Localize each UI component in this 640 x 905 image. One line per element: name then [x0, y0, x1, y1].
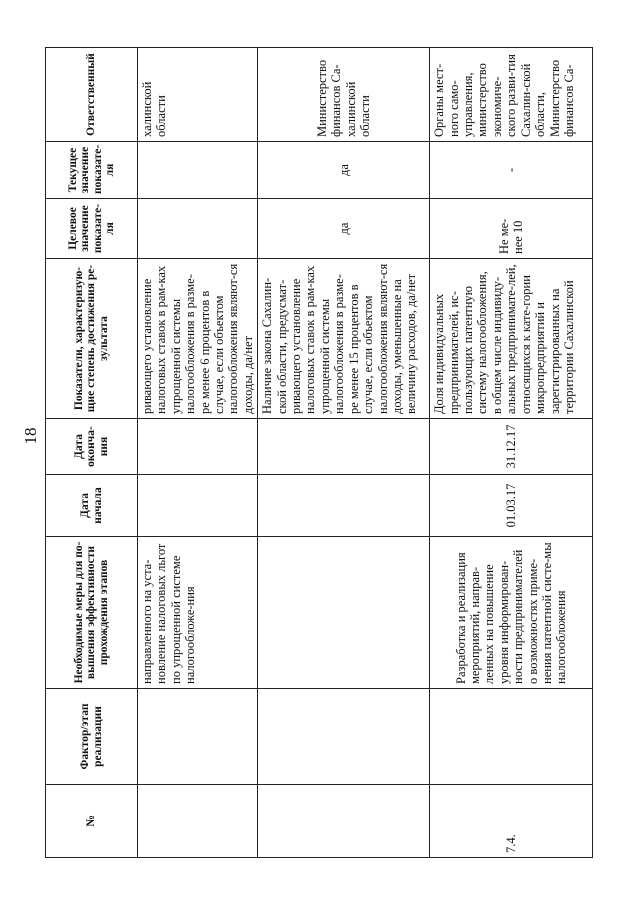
cell-factor: [138, 689, 258, 785]
cell-responsible: халинской области: [138, 48, 258, 142]
cell-responsible: Органы мест-ного само-управления, министерство экономиче-ского разви-тия Сахалин-ской области, Министерство финансов Са-: [430, 48, 593, 142]
cell-current-value: да: [258, 142, 430, 199]
header-responsible: Ответственный: [46, 48, 138, 142]
measures-table: [45, 47, 593, 858]
cell-factor: [430, 689, 593, 785]
cell-end-date: [138, 419, 258, 475]
header-indicators: Показатели, характеризую-щие степень достижения ре-зультата: [46, 259, 138, 419]
cell-current-value: -: [430, 142, 593, 199]
cell-measures: Разработка и реализация мероприятий, направ-ленных на повышение уровня информирован-ности предпринимателей о возможностях приме-нения патентной систе-мы налогообложения: [430, 537, 593, 689]
header-num: №: [46, 785, 138, 858]
cell-start-date: [258, 475, 430, 537]
cell-indicators: Наличие закона Сахалин-ской области, предусмат-ривающего установление налоговых ставок в рам-ках упрощенной системы налогообложения в разме-ре менее 15 процентов в случае, если объектом налогообложения являют-ся доходы, уменьшенные на величину расходов, да/нет: [258, 259, 430, 419]
header-row: [46, 48, 138, 858]
cell-num: [258, 785, 430, 858]
cell-start-date: [138, 475, 258, 537]
cell-indicators: Доля индивидуальных предпринимателей, ис-пользующих патентную систему налогообложения, в общем числе индивиду-альных предпринимате-лей, относящихся к кате-гории микропредприятий и зарегистрированных на территории Сахалинской: [430, 259, 593, 419]
header-start-date: Дата начала: [46, 475, 138, 537]
rotated-table-container: [45, 48, 585, 858]
cell-end-date: [258, 419, 430, 475]
cell-indicators: ривающего установление налоговых ставок в рам-ках упрощенной системы налогообложения в разме-ре менее 6 процентов в случае, если объектом налогообложения являют-ся доходы, да/нет: [138, 259, 258, 419]
page-number: 18: [21, 427, 40, 445]
cell-measures: направленного на уста-новление налоговых льгот по упрощенной системе налогообложе-ния: [138, 537, 258, 689]
cell-target-value: Не ме-нее 10: [430, 199, 593, 259]
cell-responsible: Министерство финансов Са-халинской области: [258, 48, 430, 142]
cell-end-date: 31.12.17: [430, 419, 593, 475]
header-target-value: Целевое значение показате-ля: [46, 199, 138, 259]
cell-num: [138, 785, 258, 858]
table-row: [258, 48, 430, 858]
header-factor: Фактор/этап реализации: [46, 689, 138, 785]
table-row: [138, 48, 258, 858]
cell-num: 7.4.: [430, 785, 593, 858]
header-measures: Необходимые меры для по-вышения эффективности прохождения этапов: [46, 537, 138, 689]
cell-factor: [258, 689, 430, 785]
header-current-value: Текущее значение показате-ля: [46, 142, 138, 199]
table-row: [430, 48, 593, 858]
cell-start-date: 01.03.17: [430, 475, 593, 537]
header-end-date: Дата оконча-ния: [46, 419, 138, 475]
cell-current-value: [138, 142, 258, 199]
cell-measures: [258, 537, 430, 689]
cell-target-value: [138, 199, 258, 259]
cell-target-value: да: [258, 199, 430, 259]
